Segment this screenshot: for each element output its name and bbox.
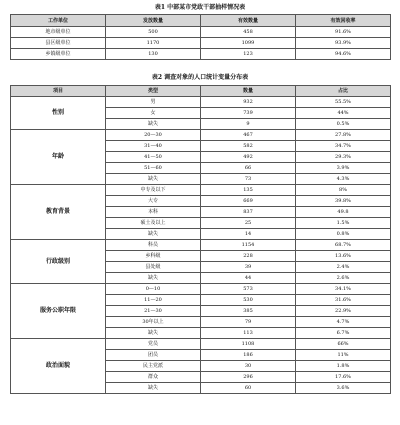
- percent-cell: 2.4%: [296, 262, 391, 273]
- type-cell: 31—40: [106, 141, 201, 152]
- item-group-cell: 教育背景: [11, 185, 106, 240]
- percent-cell: 55.5%: [296, 97, 391, 108]
- type-cell: 缺失: [106, 229, 201, 240]
- count-cell: 228: [201, 251, 296, 262]
- table1-value-cell: 1099: [201, 38, 296, 49]
- percent-cell: 3.9%: [296, 163, 391, 174]
- percent-cell: 0.8%: [296, 229, 391, 240]
- percent-cell: 68.7%: [296, 240, 391, 251]
- percent-cell: 6.7%: [296, 328, 391, 339]
- table1-value-cell: 91.6%: [296, 27, 391, 38]
- type-cell: 缺失: [106, 328, 201, 339]
- count-cell: 44: [201, 273, 296, 284]
- percent-cell: 66%: [296, 339, 391, 350]
- type-cell: 20—30: [106, 130, 201, 141]
- type-cell: 缺失: [106, 273, 201, 284]
- percent-cell: 0.5%: [296, 119, 391, 130]
- table2-header-row: [11, 86, 391, 97]
- table1-title: 表1 中部某市党政干部抽样情况表: [154, 4, 246, 11]
- type-cell: 41—50: [106, 152, 201, 163]
- count-cell: 9: [201, 119, 296, 130]
- table1-value-cell: 123: [201, 49, 296, 60]
- count-cell: 530: [201, 295, 296, 306]
- type-cell: 缺失: [106, 119, 201, 130]
- table2-header-cell: 类型: [106, 86, 201, 97]
- table2-header-cell: 数量: [201, 86, 296, 97]
- type-cell: 硕士及以上: [106, 218, 201, 229]
- type-cell: 团员: [106, 350, 201, 361]
- type-cell: 女: [106, 108, 201, 119]
- type-cell: 本科: [106, 207, 201, 218]
- percent-cell: 27.8%: [296, 130, 391, 141]
- count-cell: 385: [201, 306, 296, 317]
- count-cell: 467: [201, 130, 296, 141]
- percent-cell: 4.3%: [296, 174, 391, 185]
- table1-value-cell: 1170: [106, 38, 201, 49]
- type-cell: 中专及以下: [106, 185, 201, 196]
- count-cell: 669: [201, 196, 296, 207]
- demographics-table: [10, 85, 391, 394]
- type-cell: 民主党派: [106, 361, 201, 372]
- percent-cell: 8%: [296, 185, 391, 196]
- count-cell: 573: [201, 284, 296, 295]
- count-cell: 739: [201, 108, 296, 119]
- percent-cell: 1.8%: [296, 361, 391, 372]
- percent-cell: 31.6%: [296, 295, 391, 306]
- table1-header-cell: 发放数量: [106, 15, 201, 27]
- item-group-cell: 性别: [11, 97, 106, 130]
- type-cell: 大专: [106, 196, 201, 207]
- table2-row: [11, 97, 391, 108]
- count-cell: 582: [201, 141, 296, 152]
- type-cell: 党员: [106, 339, 201, 350]
- count-cell: 837: [201, 207, 296, 218]
- table1-header-cell: 工作单位: [11, 15, 106, 27]
- table1-value-cell: 93.9%: [296, 38, 391, 49]
- type-cell: 缺失: [106, 383, 201, 394]
- type-cell: 县处级: [106, 262, 201, 273]
- type-cell: 21—30: [106, 306, 201, 317]
- percent-cell: 11%: [296, 350, 391, 361]
- table1-header-row: [11, 15, 391, 27]
- percent-cell: 4.7%: [296, 317, 391, 328]
- item-group-cell: 行政级别: [11, 240, 106, 284]
- table1-row: [11, 27, 391, 38]
- table2-header-cell: 项目: [11, 86, 106, 97]
- table2-title: 表2 调查对象的人口统计变量分布表: [151, 74, 249, 81]
- table1-value-cell: 94.6%: [296, 49, 391, 60]
- percent-cell: 22.9%: [296, 306, 391, 317]
- table1-value-cell: 130: [106, 49, 201, 60]
- count-cell: 14: [201, 229, 296, 240]
- count-cell: 186: [201, 350, 296, 361]
- percent-cell: 29.3%: [296, 152, 391, 163]
- type-cell: 51—60: [106, 163, 201, 174]
- type-cell: 男: [106, 97, 201, 108]
- table2-row: [11, 240, 391, 251]
- type-cell: 群众: [106, 372, 201, 383]
- table2-row: [11, 284, 391, 295]
- count-cell: 60: [201, 383, 296, 394]
- count-cell: 25: [201, 218, 296, 229]
- table1-row: [11, 49, 391, 60]
- count-cell: 1154: [201, 240, 296, 251]
- table1-header-cell: 有效数量: [201, 15, 296, 27]
- percent-cell: 17.6%: [296, 372, 391, 383]
- table2-row: [11, 185, 391, 196]
- table1-row: [11, 38, 391, 49]
- item-group-cell: 政治面貌: [11, 339, 106, 394]
- percent-cell: 2.6%: [296, 273, 391, 284]
- type-cell: 科员: [106, 240, 201, 251]
- work-unit-cell: 地市级单位: [11, 27, 106, 38]
- work-unit-cell: 县区级单位: [11, 38, 106, 49]
- count-cell: 79: [201, 317, 296, 328]
- count-cell: 73: [201, 174, 296, 185]
- type-cell: 乡科级: [106, 251, 201, 262]
- table1-value-cell: 500: [106, 27, 201, 38]
- percent-cell: 1.5%: [296, 218, 391, 229]
- count-cell: 39: [201, 262, 296, 273]
- count-cell: 135: [201, 185, 296, 196]
- count-cell: 492: [201, 152, 296, 163]
- table2-header-cell: 占比: [296, 86, 391, 97]
- percent-cell: 49.8: [296, 207, 391, 218]
- item-group-cell: 服务公职年限: [11, 284, 106, 339]
- type-cell: 0—10: [106, 284, 201, 295]
- count-cell: 932: [201, 97, 296, 108]
- table2-row: [11, 130, 391, 141]
- table2-row: [11, 339, 391, 350]
- work-unit-cell: 乡镇级单位: [11, 49, 106, 60]
- percent-cell: 34.7%: [296, 141, 391, 152]
- percent-cell: 34.1%: [296, 284, 391, 295]
- percent-cell: 13.6%: [296, 251, 391, 262]
- percent-cell: 39.8%: [296, 196, 391, 207]
- table1-header-cell: 有效回收率: [296, 15, 391, 27]
- count-cell: 1108: [201, 339, 296, 350]
- item-group-cell: 年龄: [11, 130, 106, 185]
- sampling-table: [10, 14, 391, 60]
- count-cell: 296: [201, 372, 296, 383]
- table1-value-cell: 458: [201, 27, 296, 38]
- type-cell: 缺失: [106, 174, 201, 185]
- count-cell: 66: [201, 163, 296, 174]
- type-cell: 11—20: [106, 295, 201, 306]
- type-cell: 30年以上: [106, 317, 201, 328]
- count-cell: 113: [201, 328, 296, 339]
- count-cell: 30: [201, 361, 296, 372]
- percent-cell: 44%: [296, 108, 391, 119]
- percent-cell: 3.6%: [296, 383, 391, 394]
